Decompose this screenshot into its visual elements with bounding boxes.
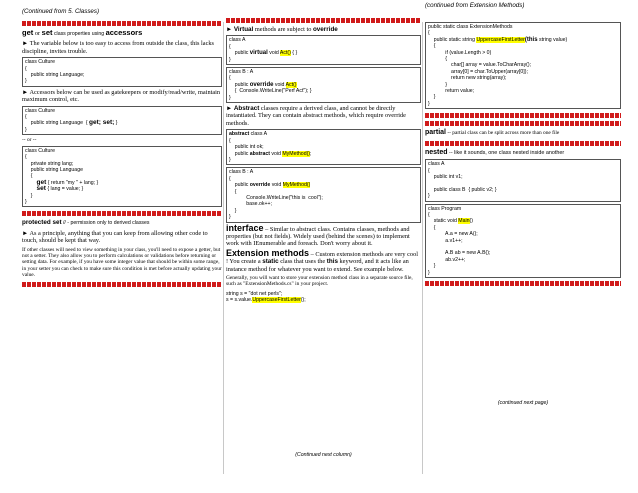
or-separator: -- or -- — [22, 137, 37, 144]
red-divider — [425, 121, 621, 126]
red-divider — [22, 282, 222, 287]
column-1 — [22, 0, 222, 493]
red-divider — [425, 113, 621, 118]
code-block: abstract class A { public int ok; public abstract void MyMethod(); } — [226, 129, 421, 165]
extension-paragraph: Extension methods – Custom extension methods are very cool ! You create a static class that uses the this keyword, and it acts like an instance method for whatever you want to extend. See example below. — [226, 247, 418, 273]
column-divider-2 — [422, 22, 423, 474]
red-divider — [425, 141, 621, 146]
code-block: class Program { static void Main() { A.a = new A(); a.v1++; A.B ab = new A.B(); ab.v2++; } } — [425, 204, 621, 278]
code-block: class Culture { public string Language { get; set; } } — [22, 106, 222, 136]
paragraph: ► As a principle, anything that you can keep from allowing other code to touch, should be kept that way. — [22, 229, 208, 245]
nested-line: nested -- like it sounds, one class nested inside another — [425, 148, 565, 156]
continued-header: (continued from Extension Methods) — [425, 2, 525, 9]
virtual-heading: ► Virtual methods are subject to override — [226, 26, 338, 33]
red-divider — [22, 21, 222, 26]
column-divider-1 — [223, 22, 224, 474]
column-2 — [226, 0, 421, 493]
code-block: class B : A { public override void Act() { Console.WriteLine("Perf Act"); } } — [226, 67, 421, 103]
code-block: class A { public int v1; public class B { public v2; } } — [425, 159, 621, 201]
paragraph: Generally, you will want to store your extension method class in a separate source file, such as "ExtensionMethods.cs" in your project. — [226, 275, 413, 288]
continued-footer: (continued next page) — [497, 400, 549, 406]
paragraph: ► Accessors below can be used as gatekeepers or modify/read/write, maintain maximum control, etc. — [22, 88, 221, 104]
continued-header: (Continued from 5. Classes) — [22, 8, 100, 15]
code-block: class Culture { private string lang; public string Language { get { return "my " + lang; } set { lang = value; } } } — [22, 146, 222, 208]
red-divider — [425, 281, 621, 286]
paragraph: ► The variable below is too easy to access from outside the class, this lacks discipline, invites trouble. — [22, 40, 214, 55]
continued-footer: (Continued next column) — [295, 452, 352, 458]
code-block: class A { public virtual void Act() { } } — [226, 35, 421, 65]
code-block: class Culture { public string Language; } — [22, 57, 222, 87]
code-snippet: string s = "dot net perls"; s = s.value.UppercaseFirstLetter(); — [226, 290, 306, 304]
protected-set-line: protected set // - permission only to derived classes — [22, 219, 150, 227]
getset-heading: get or set class properties using accessors — [22, 28, 143, 37]
red-divider — [22, 211, 222, 216]
code-block: class B : A { public override void MyMethod() { Console.WriteLine("this is cool"); base.ok++; } } — [226, 167, 421, 222]
code-block: public static class ExtensionMethods { public static string UppercaseFirstLetter(this string value) { if (value.Length > 0) { char[] array = value.ToCharArray(); array[0] = char.ToUpper(array[0]); return new string(array); } return value; } } — [425, 22, 621, 109]
abstract-paragraph: ► Abstract classes require a derived class, and cannot be directly instantiated. They can contain abstract methods, which require override methods. — [226, 105, 406, 127]
interface-paragraph: interface – Similar to abstract class. Contains classes, methods and properties (but not fields). Widely used (behind the scenes) to implement work with IEnumerable and foreach. Don't worry about it. — [226, 222, 410, 248]
column-3 — [425, 0, 621, 493]
partial-line: partial -- partial class can be split across more than one file — [425, 129, 560, 137]
paragraph: If other classes will need to view something in your class, you'll need to expose a getter, but not a setter. They also allow you to perform calculations or validations before returning or setting data. For example, if you have some integer value that should be within some range, in your setter you can check to make sure this condition is met before actually updating your value. — [22, 246, 222, 279]
red-divider — [226, 18, 421, 23]
